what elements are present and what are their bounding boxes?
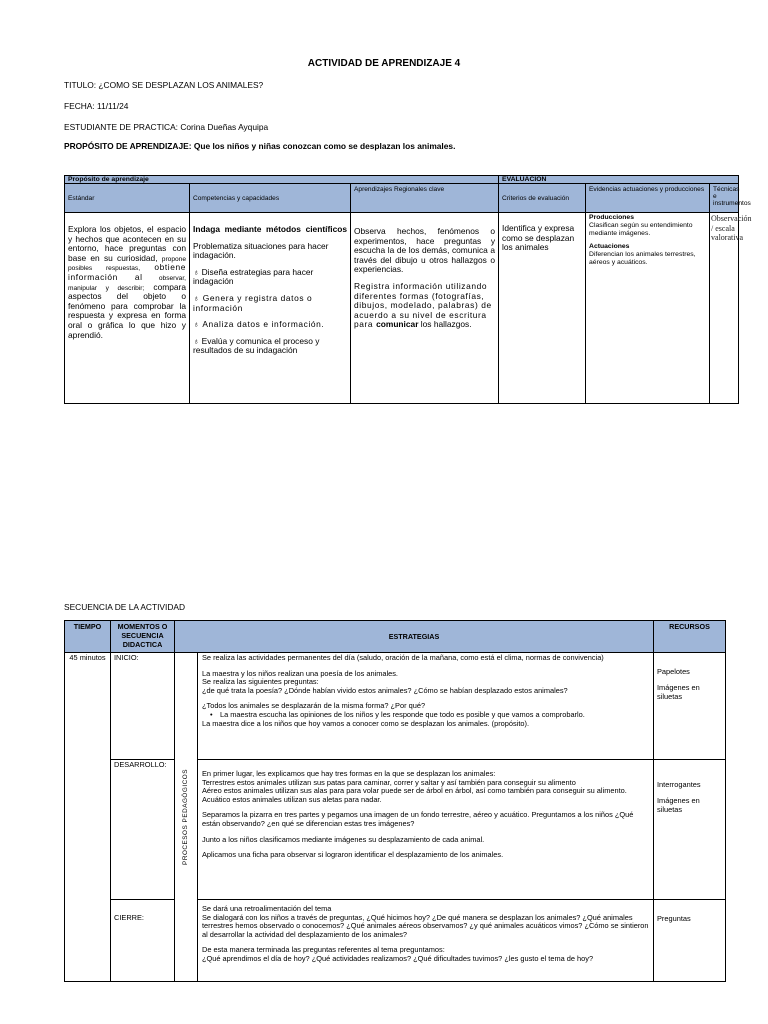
header-tecnicas: Técnicas e instrumentos xyxy=(710,184,739,213)
actuaciones-title: Actuaciones xyxy=(589,243,630,250)
momento-desarrollo: DESARROLLO: xyxy=(111,760,175,900)
inicio-line: Se realiza las siguientes preguntas: xyxy=(202,677,319,687)
header-estrategias: ESTRATEGIAS xyxy=(175,621,654,653)
tiempo-cell: 45 minutos xyxy=(65,653,111,982)
evaluation-table xyxy=(64,175,752,404)
band-evaluacion: EVALUACIÓN xyxy=(499,176,739,184)
capacidad-1: Problematiza situaciones para hacer indagación. xyxy=(193,240,329,261)
producciones-text: Clasifican según su entendimiento mediante imágenes. xyxy=(589,222,693,237)
cell-tecnicas: Observación / escala valorativa xyxy=(710,213,739,404)
recurso-item: Imágenes en siluetas xyxy=(657,796,700,814)
cierre-line: ¿Qué aprendimos el día de hoy? ¿Qué actividades realizamos? ¿Qué dificultades tuvimos? ¿les gusto el tema de hoy? xyxy=(202,953,594,963)
recurso-item: Interrogantes xyxy=(657,780,701,789)
cell-evidencias xyxy=(586,213,710,404)
cell-aprendizajes xyxy=(351,213,499,404)
recursos-desarrollo xyxy=(654,760,726,900)
cierre-line: De esta manera terminada las preguntas referentes al tema preguntamos: xyxy=(202,945,445,955)
header-aprendizajes: Aprendizajes Regionales clave xyxy=(351,184,499,213)
desarrollo-line: Separamos la pizarra en tres partes y pegamos una imagen de un fondo terrestre, aéreo y acuático. Preguntamos a los niños ¿Qué están observando? ¿en qué se diferencian estas tres imágenes? xyxy=(202,810,634,828)
estandar-text: Explora los objetos, el espacio y hechos que acontecen en su entorno, hace preguntas con base en su curiosidad, propone posibles respuestas, obtiene información al observar, manipular y describir; compara aspectos del objeto o fenómeno para comprobar la respuesta y expresa en forma oral o gráfica lo que hizo y aprendió. xyxy=(68,224,187,340)
cierre-line: Se dará una retroalimentación del tema xyxy=(202,904,332,913)
header-evidencias: Evidencias actuaciones y producciones xyxy=(586,184,710,213)
band-proposito: Propósito de aprendizaje xyxy=(65,176,499,184)
desarrollo-line: Aéreo estos animales utilizan sus alas para para volar puede ser de árbol en árbol, así como también para conseguir su alimento. xyxy=(202,786,627,796)
sequence-title: SECUENCIA DE LA ACTIVIDAD xyxy=(64,602,186,612)
header-criterios: Criterios de evaluación xyxy=(499,184,586,213)
momento-cierre: CIERRE: xyxy=(111,900,175,982)
header-momentos: MOMENTOS O SECUENCIA DIDACTICA xyxy=(111,621,175,653)
estrategias-desarrollo xyxy=(198,760,654,900)
cell-estandar xyxy=(65,213,190,404)
proposito-label: PROPÓSITO DE APRENDIZAJE: xyxy=(64,141,192,151)
inicio-line: ¿de qué trata la poesía? ¿Dónde habían vivido estos animales? ¿Cómo se habían desplazado estos animales? xyxy=(202,685,568,695)
estrategias-inicio xyxy=(198,653,654,760)
proposito-text: Que los niños y niñas conozcan como se desplazan los animales. xyxy=(191,141,456,151)
header-estandar: Estándar xyxy=(65,184,190,213)
estudiante-line: ESTUDIANTE DE PRACTICA: Corina Dueñas Ayquipa xyxy=(64,122,269,132)
recursos-cierre xyxy=(654,900,726,982)
header-tiempo: TIEMPO xyxy=(65,621,111,653)
procesos-cell xyxy=(175,653,198,982)
inicio-line: ¿Todos los animales se desplazarán de la misma forma? ¿Por qué? xyxy=(202,701,426,711)
competencia-title: Indaga mediante métodos científicos xyxy=(193,224,347,234)
actuaciones-text: Diferencian los animales terrestres, aéreos y acuáticos. xyxy=(589,251,696,266)
inicio-line: Se realiza las actividades permanentes del día (saludo, oración de la mañana, como está el clima, normas de convivencia) xyxy=(202,653,604,662)
momento-inicio: INICIO: xyxy=(111,653,175,760)
recurso-item: Papelotes xyxy=(657,667,690,676)
desarrollo-line: Acuático estos animales utilizan sus aletas para nadar. xyxy=(202,794,382,804)
cierre-line: Se dialogará con los niños a través de preguntas, ¿Qué hicimos hoy? ¿De qué manera se desplazan los animales? ¿Qué animales terrestres hemos observado o conocemos? ¿Qué animales aéreos observamos? ¿y qué animales acuáticos vimos? ¿Cómo se sintieron al desarrollar la actividad del desplazamiento de los animales? xyxy=(202,912,649,939)
capacidad-2: ♁ Diseña estrategias para hacer indagación xyxy=(193,266,314,287)
cell-criterios: Identifica y expresa como se desplazan los animales xyxy=(499,213,586,404)
header-competencias: Competencias y capacidades xyxy=(190,184,351,213)
procesos-label: PROCESOS PEDAGÓGICOS xyxy=(181,769,189,865)
capacidad-3: ♁ Genera y registra datos o información xyxy=(193,292,313,313)
cell-competencias xyxy=(190,213,351,404)
sequence-table xyxy=(64,620,726,982)
inicio-line: La maestra y los niños realizan una poesía de los animales. xyxy=(202,668,398,678)
fecha-line: FECHA: 11/11/24 xyxy=(64,101,129,111)
desarrollo-line: Junto a los niños clasificamos mediante imágenes su desplazamiento de cada animal. xyxy=(202,834,485,844)
aprendizaje-2: Registra información utilizando diferentes formas (fotografías, dibujos, modelado, palabras) de acuerdo a su nivel de escritura para comunicar los hallazgos. xyxy=(354,280,492,330)
desarrollo-line: Terrestres estos animales utilizan sus patas para caminar, correr y saltar y así también para conseguir su alimento xyxy=(202,777,576,787)
inicio-line: La maestra dice a los niños que hoy vamos a conocer como se desplazan los animales. (propósito). xyxy=(202,718,530,728)
proposito-line xyxy=(64,141,455,151)
titulo-line: TITULO: ¿COMO SE DESPLAZAN LOS ANIMALES? xyxy=(64,80,264,90)
desarrollo-line: En primer lugar, les explicamos que hay tres formas en la que se desplazan los animales: xyxy=(202,769,496,778)
producciones-title: Producciones xyxy=(589,214,634,221)
estrategias-cierre xyxy=(198,900,654,982)
capacidad-4: ♁ Analiza datos e información. xyxy=(193,319,325,330)
capacidad-5: ♁ Evalúa y comunica el proceso y resultados de su indagación xyxy=(193,335,320,356)
document-title: ACTIVIDAD DE APRENDIZAJE 4 xyxy=(307,58,461,69)
desarrollo-line: Aplicamos una ficha para observar si lograron identificar el desplazamiento de los animales. xyxy=(202,850,504,860)
recurso-item: Preguntas xyxy=(657,914,691,923)
recursos-inicio xyxy=(654,653,726,760)
recurso-item: Imágenes en siluetas xyxy=(657,683,700,701)
header-recursos: RECURSOS xyxy=(654,621,726,653)
inicio-bullet: • La maestra escucha las opiniones de los niños y les responde que todo es posible y que vamos a comprobarlo. xyxy=(202,711,650,720)
aprendizaje-1: Observa hechos, fenómenos o experimentos, hace preguntas y escucha la de los demás, comunica a través del dibujo u otros hallazgos o experiencias. xyxy=(354,226,496,275)
